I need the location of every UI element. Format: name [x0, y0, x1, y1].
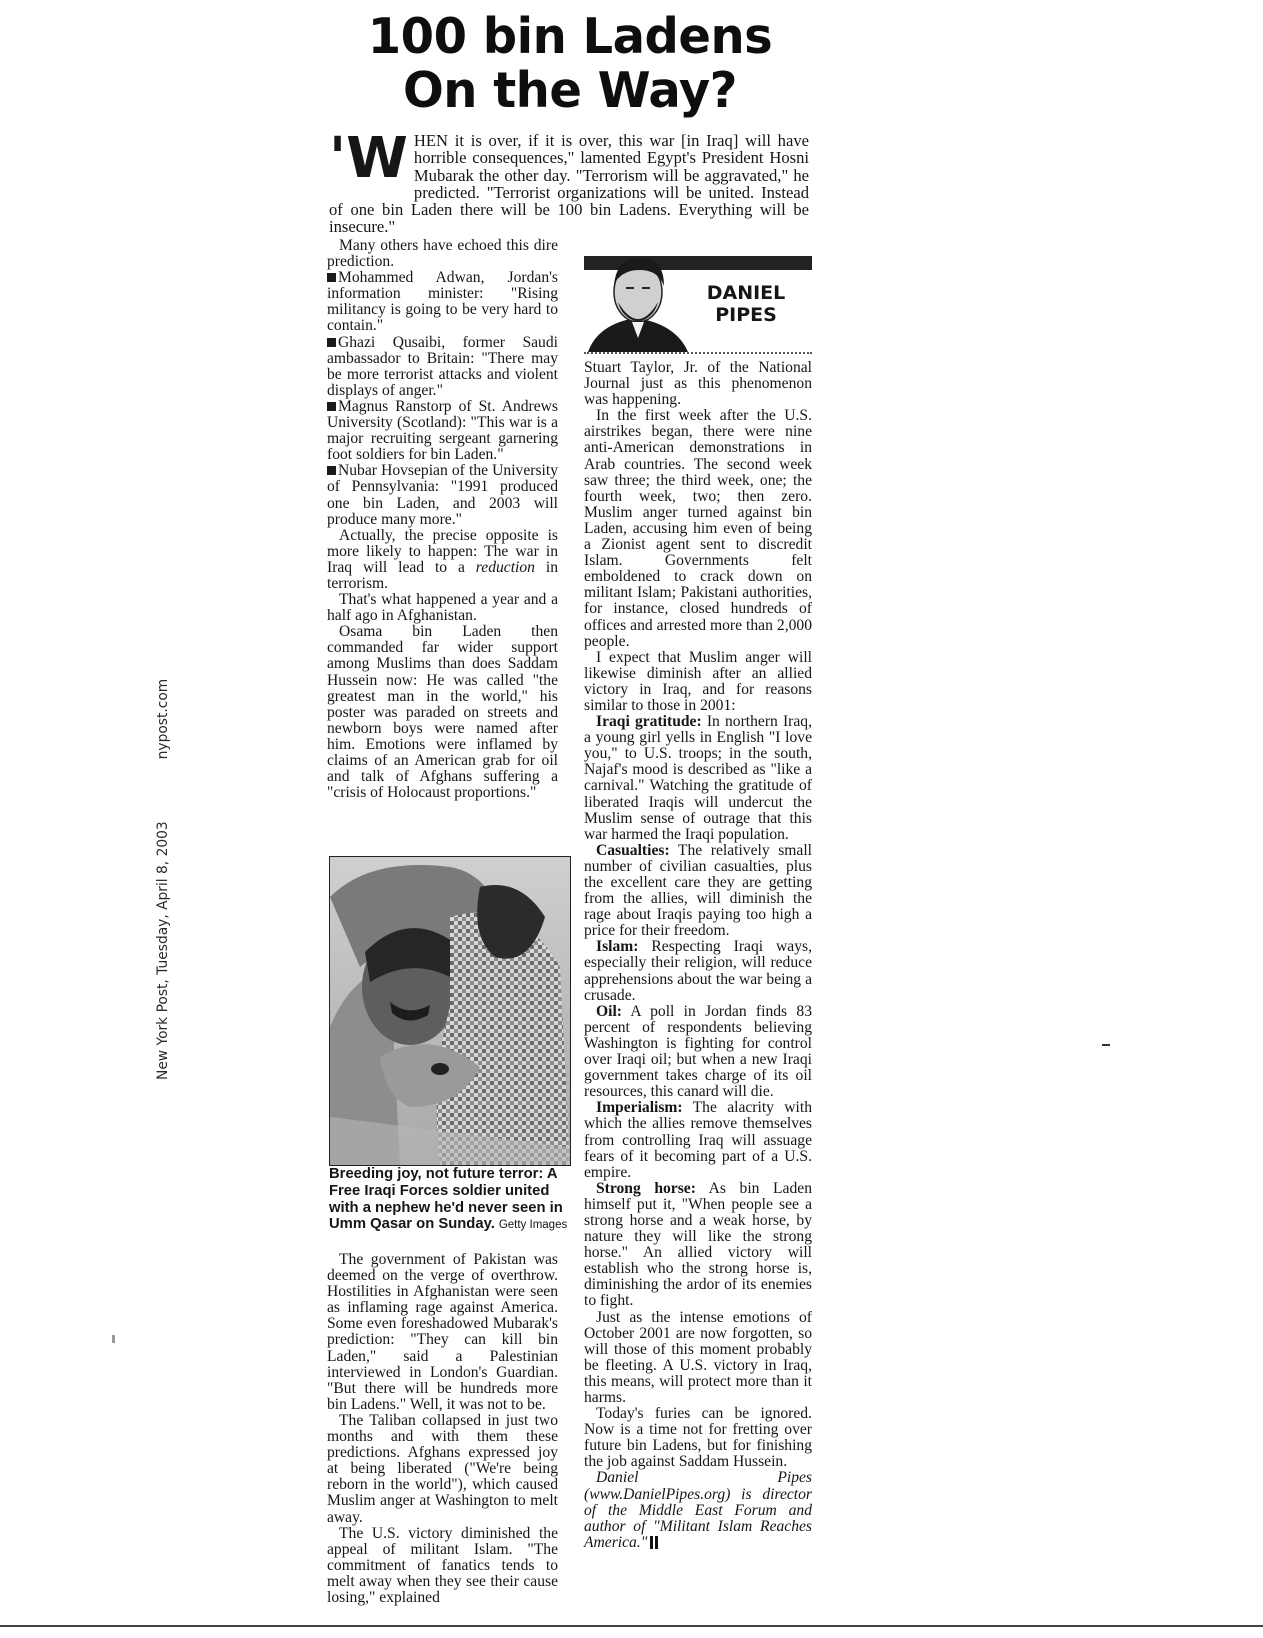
paragraph: I expect that Muslim anger will likewise diminish after an allied victory in Iraq, and for reasons similar to those in 2001:	[584, 648, 812, 714]
quote-item: Ghazi Qusaibi, former Saudi ambassador to Britain: "There may be more terrorist attacks and violent displays of anger."	[327, 333, 558, 399]
reason-heading: Strong horse:	[596, 1179, 696, 1197]
column-1-upper	[327, 238, 558, 801]
scan-smudge	[112, 1335, 115, 1343]
drop-cap: 'W	[329, 126, 408, 191]
author-bio: Daniel Pipes (www.DanielPipes.org) is director of the Middle East Forum and author of "Militant Islam Reaches America."	[584, 1469, 812, 1551]
paragraph: That's what happened a year and a half ago in Afghanistan.	[327, 591, 558, 625]
news-photo	[329, 856, 571, 1166]
headline-line-2: On the Way?	[402, 62, 738, 119]
page-bottom-rule	[0, 1625, 1263, 1627]
reason-heading: Iraqi gratitude:	[596, 713, 702, 731]
lede-text: HEN it is over, if it is over, this war [in Iraq] will have horrible consequences," lamented Egypt's President Hosni Mubarak the other day. "Terrorism will be aggravated," he predicted. "Terrorist organizations will be united. Instead of one bin Laden there will be 100 bin Ladens. Everything will be insecure."	[329, 131, 809, 237]
lede-paragraph	[329, 126, 809, 237]
end-mark-icon	[650, 1536, 653, 1549]
soldier-photo-image	[330, 857, 570, 1165]
author-portrait-image	[588, 246, 688, 352]
column-1-lower	[327, 1252, 558, 1606]
paragraph: Actually, the precise opposite is more likely to happen: The war in Iraq will lead to a reduction in terrorism.	[327, 526, 558, 592]
paragraph: Osama bin Laden then commanded far wider support among Muslims than does Saddam Hussein now: He was called "the greatest man in the world," his poster was paraded on streets and newborn boys were named after him. Emotions were inflamed by claims of an American grab for oil and talk of Afghans suffering a "crisis of Holocaust proportions."	[327, 623, 558, 802]
reason-heading: Oil:	[596, 1002, 622, 1020]
bullet-square-icon	[327, 466, 336, 475]
paragraph: Today's furies can be ignored. Now is a time not for fretting over future bin Ladens, but for finishing the job against Saddam Hussein.	[584, 1405, 812, 1471]
bullet-square-icon	[327, 338, 336, 347]
author-first-name: DANIEL	[706, 282, 786, 304]
headline-line-1: 100 bin Ladens	[367, 8, 773, 65]
reason-heading: Islam:	[596, 938, 639, 956]
paragraph: The Taliban collapsed in just two months and with them these predictions. Afghans expressed joy at being liberated ("We're being reborn in the world"), which caused Muslim anger at Washington to melt away.	[327, 1411, 558, 1526]
bullet-square-icon	[327, 273, 336, 282]
reason-paragraph: Strong horse: As bin Laden himself put it, "When people see a strong horse and a weak horse, by nature they will like the strong horse." An allied victory will establish who the strong horse is, diminishing the ardor of its enemies to fight.	[584, 1179, 812, 1310]
dateline-sidebar	[155, 679, 171, 1080]
quote-item: Nubar Hovsepian of the University of Pennsylvania: "1991 produced one bin Laden, and 2003 will produce many more."	[327, 462, 558, 528]
reason-heading: Casualties:	[596, 841, 670, 859]
byline-divider	[584, 352, 812, 354]
caption-text: Breeding joy, not future terror: A Free Iraqi Forces soldier united with a nephew he'd never seen in Umm Qasar on Sunday.	[329, 1166, 563, 1233]
author-last-name: PIPES	[715, 304, 777, 326]
scan-mark	[1102, 1044, 1110, 1046]
paragraph: The U.S. victory diminished the appeal of militant Islam. "The commitment of fanatics tends to melt away when they see their cause losing," explained	[327, 1524, 558, 1606]
reason-paragraph: Imperialism: The alacrity with which the allies remove themselves from controlling Iraq will assuage fears of it becoming part of a U.S. empire.	[584, 1099, 812, 1181]
reason-paragraph: Casualties: The relatively small number of civilian casualties, plus the excellent care they are getting from the allies, will diminish the rage about Iraqis paying too high a price for their freedom.	[584, 841, 812, 940]
paragraph: Many others have echoed this dire prediction.	[327, 237, 558, 271]
quote-item: Mohammed Adwan, Jordan's information minister: "Rising militancy is going to be very hard to contain."	[327, 269, 558, 335]
reason-heading: Imperialism:	[596, 1099, 683, 1117]
paragraph: Just as the intense emotions of October 2001 are now forgotten, so will those of this moment probably be fleeting. A U.S. victory in Iraq, this means, will protect more than it harms.	[584, 1308, 812, 1406]
paragraph: In the first week after the U.S. airstrikes began, there were nine anti-American demonstrations in Arab countries. The second week saw three; the third week, one; the fourth week, two; then zero. Muslim anger turned against bin Laden, accusing him even of being a Zionist agent sent to discredit Islam. Governments felt emboldened to crack down on militant Islam; Pakistani authorities, for instance, closed hundreds of offices and arrested more than 2,000 people.	[584, 407, 812, 650]
reason-paragraph: Islam: Respecting Iraqi ways, especially their religion, will reduce apprehensions about the war being a crusade.	[584, 938, 812, 1004]
dateline: New York Post, Tuesday, April 8, 2003	[155, 821, 171, 1080]
column-2	[584, 360, 812, 1551]
site-url: nypost.com	[155, 678, 171, 760]
photo-caption	[329, 1166, 569, 1234]
reason-paragraph: Oil: A poll in Jordan finds 83 percent of respondents believing Washington is fighting for control over Iraqi oil; but when a new Iraqi government takes charge of its oil resources, this canard will die.	[584, 1002, 812, 1101]
byline-box	[584, 246, 812, 356]
paragraph: The government of Pakistan was deemed on the verge of overthrow. Hostilities in Afghanistan were seen as inflaming rage against America. Some even foreshadowed Mubarak's prediction: "They can kill bin Laden," said a Palestinian interviewed in London's Guardian. "But there will be hundreds more bin Ladens." Well, it was not to be.	[327, 1251, 558, 1413]
photo-credit: Getty Images	[498, 1219, 568, 1232]
quote-item: Magnus Ranstorp of St. Andrews University (Scotland): "This war is a major recruiting sergeant garnering foot soldiers for bin Laden."	[327, 397, 558, 464]
bullet-square-icon	[327, 402, 336, 411]
reason-paragraph: Iraqi gratitude: In northern Iraq, a young girl yells in English "I love you," to U.S. troops; in the south, Najaf's mood is described as "like a carnival." Watching the gratitude of liberated Iraqis will undercut the Muslim sense of outrage that this war harmed the Iraqi population.	[584, 713, 812, 843]
paragraph: Stuart Taylor, Jr. of the National Journal just as this phenomenon was happening.	[584, 359, 812, 409]
headline	[320, 10, 820, 118]
author-name	[696, 282, 796, 326]
end-mark-icon	[655, 1536, 658, 1549]
